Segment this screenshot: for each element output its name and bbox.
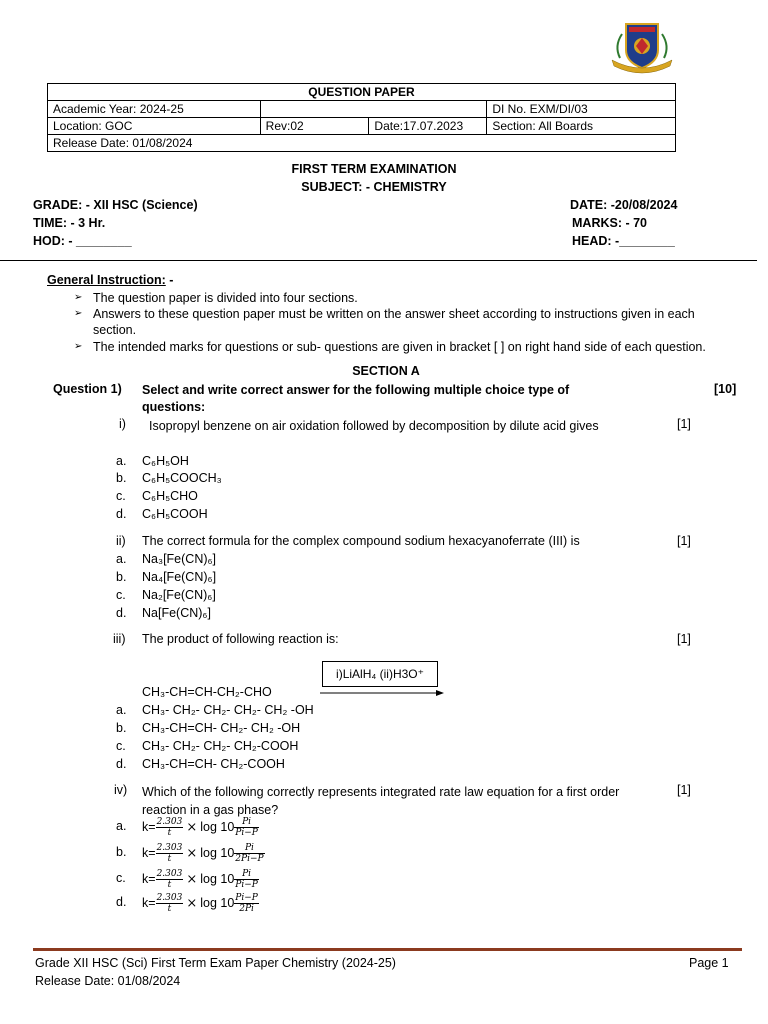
option-text: CH₃-CH=CH- CH₂-COOH [142,757,285,771]
grade: GRADE: - XII HSC (Science) [33,198,198,212]
option-label: a. [116,454,127,468]
revision: Rev:02 [260,118,369,135]
document-number: DI No. EXM/DI/03 [487,101,676,118]
school-logo [598,16,686,78]
section-a-title: SECTION A [352,364,420,378]
instruction-item: ➢ The intended marks for questions or sub- questions are given in bracket [ ] on right hand side of each question. [74,340,706,354]
marks: MARKS: - 70 [572,216,648,230]
question-text: Isopropyl benzene on air oxidation followed by decomposition by dilute acid gives [149,419,599,433]
question-marks: [1] [677,417,691,431]
option-label: c. [116,588,126,602]
option-label: d. [116,895,127,909]
head: HEAD: -________ [572,234,675,248]
option-label: b. [116,845,127,859]
question-text: The product of following reaction is: [142,632,339,646]
option-text: C₆H₅COOCH₃ [142,471,222,485]
option-label: c. [116,871,126,885]
option-label: a. [116,703,127,717]
exam-subject: SUBJECT: - CHEMISTRY [301,180,447,194]
option-label: c. [116,489,126,503]
option-label: d. [116,606,127,620]
rate-law-formula: k= $\frac{2.303}{t}$ × log 10 $\frac{Pi}{2Pi-P}$ [142,843,264,864]
option-label: a. [116,552,127,566]
time: TIME: - 3 Hr. [33,216,106,230]
option-text: C₆H₅COOH [142,507,208,521]
question-number: i) [119,417,126,431]
section-boards: Section: All Boards [487,118,676,135]
hod: HOD: - ________ [33,234,132,248]
footer-release-date: Release Date: 01/08/2024 [35,974,181,988]
question-number: ii) [116,534,126,548]
document-header-table [47,83,676,152]
rate-law-formula: k= $\frac{2.303}{t}$ × log 10 $\frac{Pi-P}{2Pi}$ [142,893,258,914]
exam-date: DATE: -20/08/2024 [570,198,678,212]
question-number: iv) [114,783,128,797]
question-1-marks: [10] [714,382,737,396]
rate-law-formula: k= $\frac{2.303}{t}$ × log 10 $\frac{Pi}{Pi-P}$ [142,817,258,838]
footer-title: Grade XII HSC (Sci) First Term Exam Paper Chemistry (2024-25) [35,956,396,970]
exam-title: FIRST TERM EXAMINATION [291,162,457,176]
doc-date: Date:17.07.2023 [369,118,487,135]
question-1-text: Select and write correct answer for the following multiple choice type of questions: [142,383,570,414]
reaction-reagent-box: i)LiAlH₄ (ii)H3O⁺ [322,661,438,687]
general-instruction-suffix: - [165,273,174,287]
instruction-item: ➢ The question paper is divided into four sections. [74,291,358,305]
option-label: d. [116,507,127,521]
divider [0,260,757,261]
header-title: QUESTION PAPER [48,84,676,101]
option-label: c. [116,739,126,753]
location: Location: GOC [48,118,261,135]
footer-rule [33,948,742,951]
option-label: b. [116,721,127,735]
option-label: d. [116,757,127,771]
option-label: b. [116,471,127,485]
instruction-item: ➢ Answers to these question paper must be written on the answer sheet according to instructions given in each section. [74,307,695,337]
general-instruction-heading [47,273,173,287]
question-number: iii) [113,632,126,646]
question-text: The correct formula for the complex compound sodium hexacyanoferrate (III) is [142,534,580,548]
reactant: CH₃-CH=CH-CH₂-CHO [142,685,272,699]
question-marks: [1] [677,783,691,797]
general-instruction-label: General Instruction: [47,273,166,287]
arrow-bullet-icon: ➢ [74,341,83,352]
question-1-label: Question 1) [53,382,122,396]
release-date: Release Date: 01/08/2024 [48,135,676,152]
option-text: Na₃[Fe(CN)₆] [142,552,217,566]
blank-cell [260,101,487,118]
option-text: C₆H₅OH [142,454,189,468]
option-text: C₆H₅CHO [142,489,198,503]
question-text: Which of the following correctly represents integrated rate law equation for a first order reaction in a gas phase? [142,785,620,817]
option-text: Na[Fe(CN)₆] [142,606,211,620]
arrow-bullet-icon: ➢ [74,308,83,319]
option-label: b. [116,570,127,584]
reaction-arrow-icon [320,690,444,696]
rate-law-formula: k= $\frac{2.303}{t}$ × log 10 $\frac{Pi}{Pi-P}$ [142,869,258,890]
question-marks: [1] [677,534,691,548]
option-text: CH₃- CH₂- CH₂- CH₂-COOH [142,739,299,753]
arrow-bullet-icon: ➢ [74,292,83,303]
academic-year: Academic Year: 2024-25 [48,101,261,118]
page-number: Page 1 [689,956,729,970]
option-text: Na₂[Fe(CN)₆] [142,588,216,602]
option-text: CH₃-CH=CH- CH₂- CH₂ -OH [142,721,301,735]
option-label: a. [116,819,127,833]
question-marks: [1] [677,632,691,646]
option-text: Na₄[Fe(CN)₆] [142,570,217,584]
option-text: CH₃- CH₂- CH₂- CH₂- CH₂ -OH [142,703,314,717]
